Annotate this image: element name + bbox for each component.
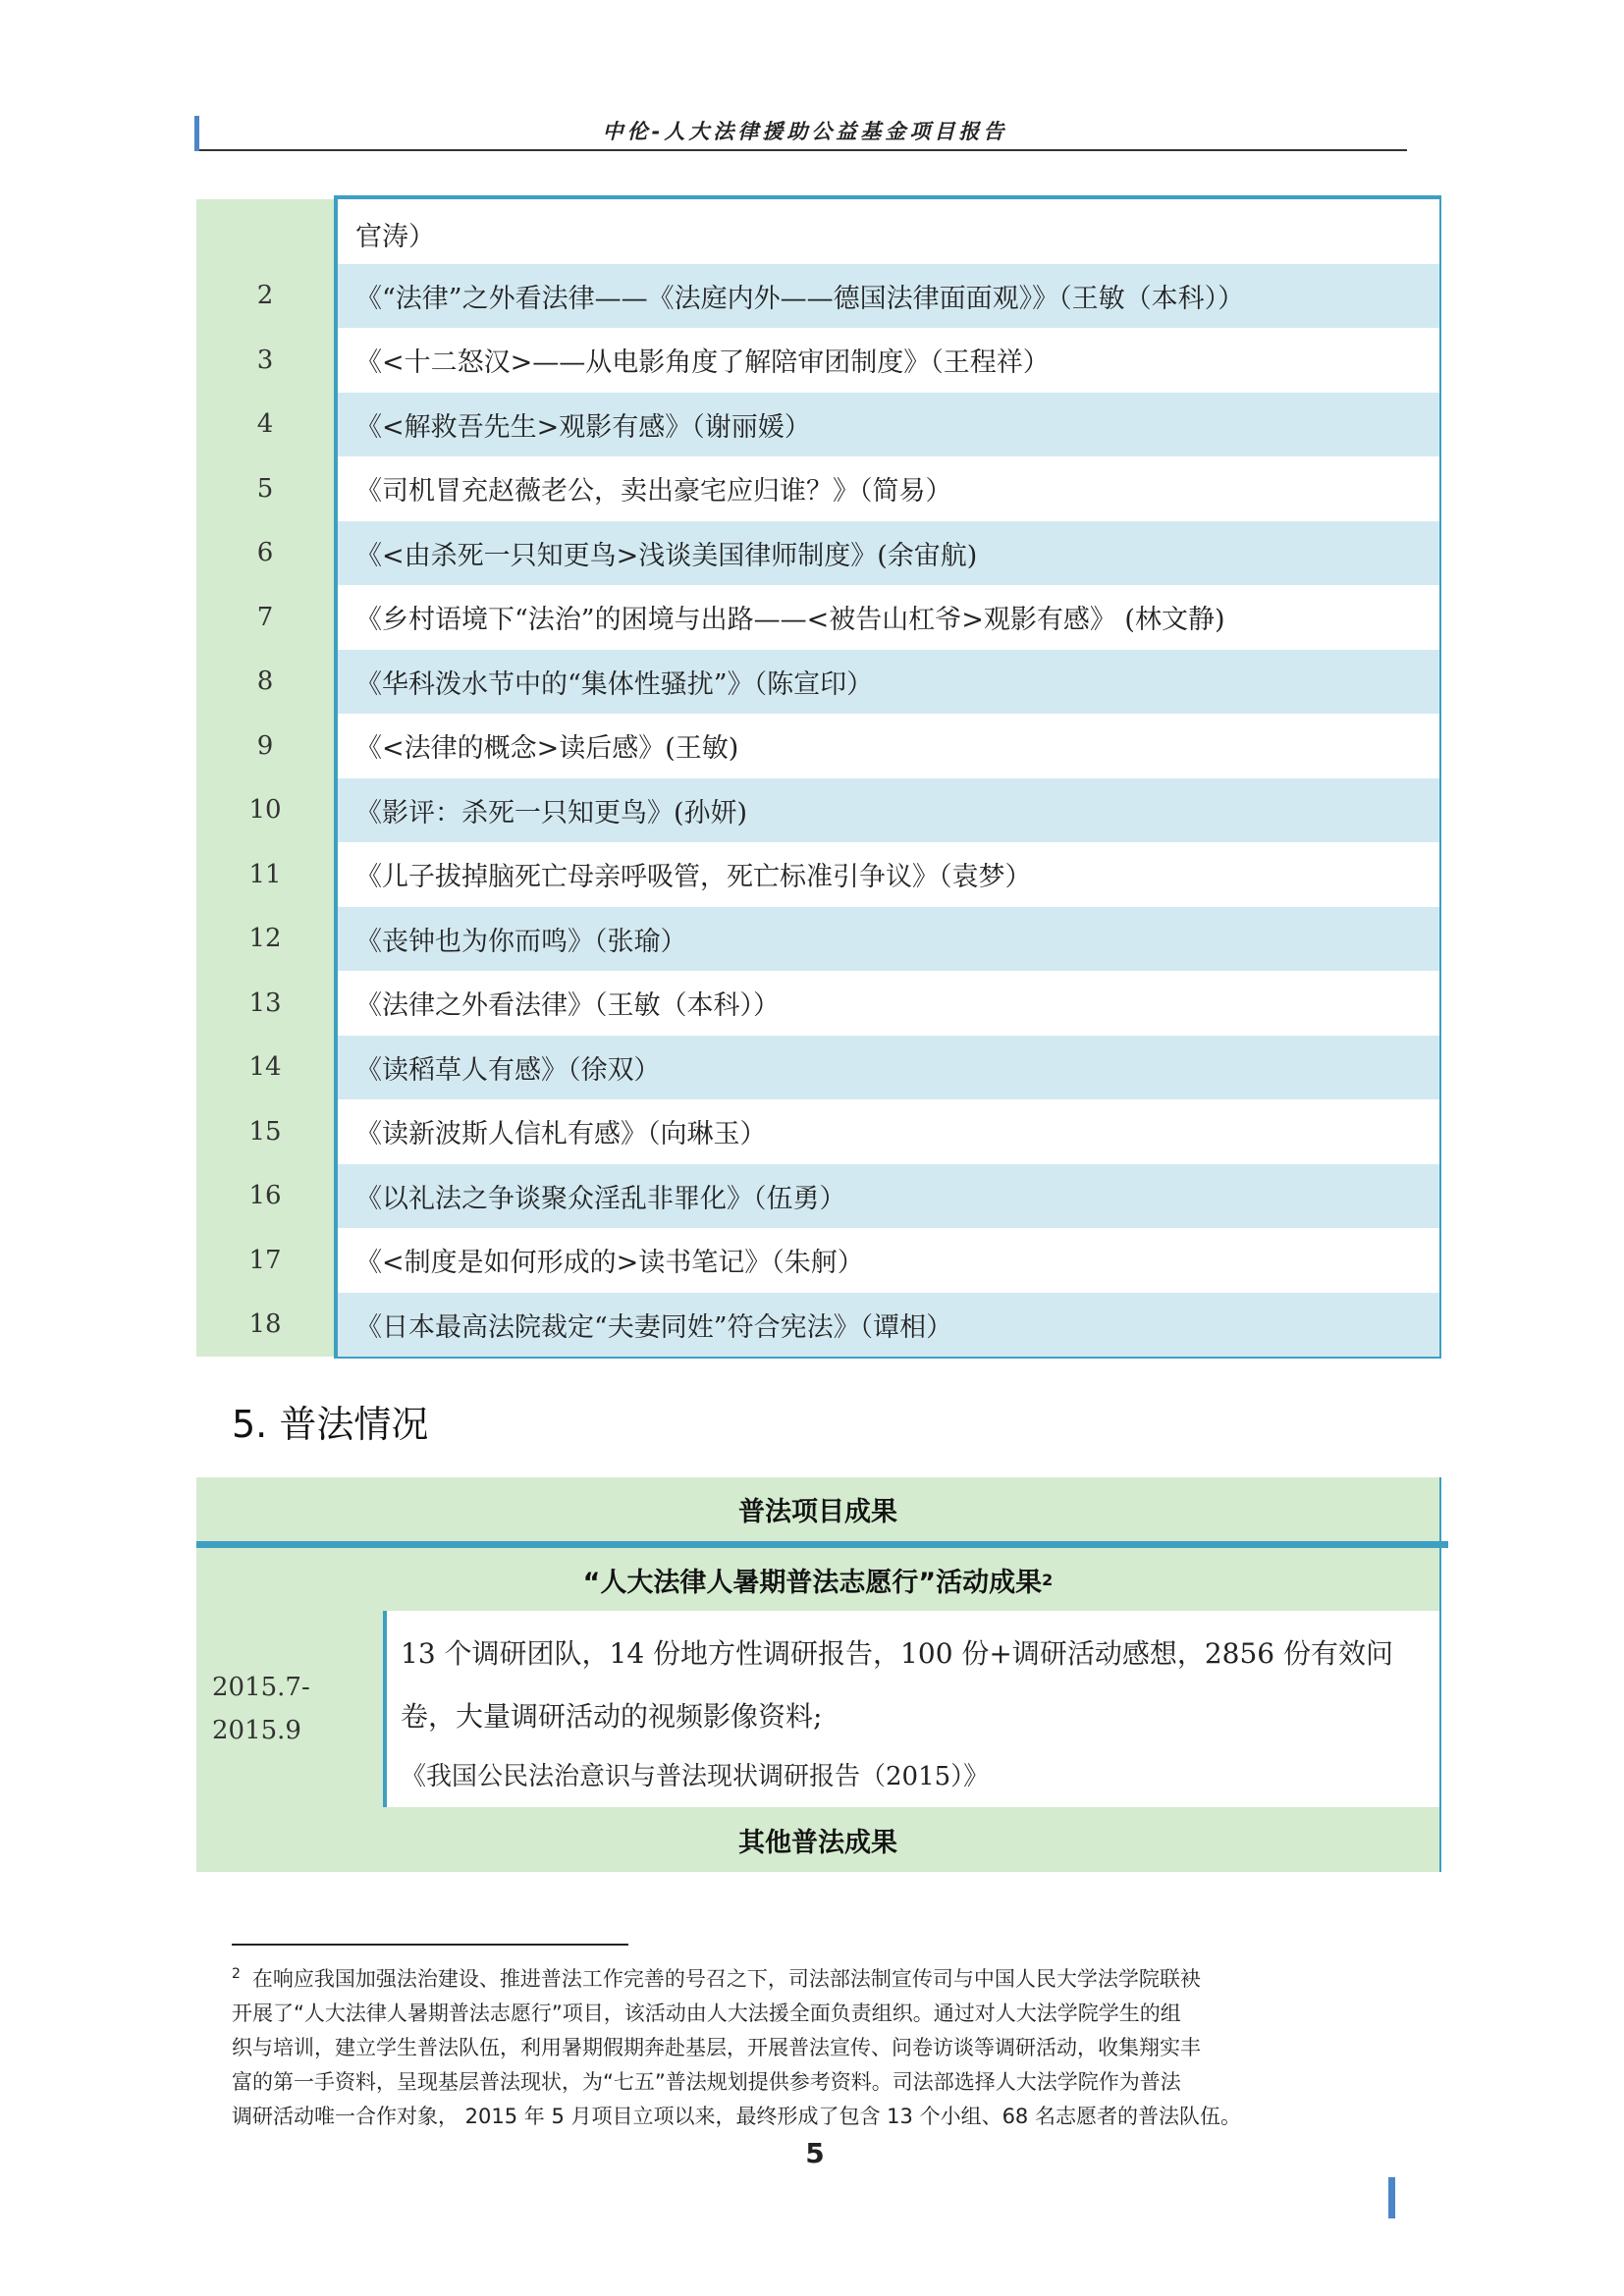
activity-results-cell <box>387 1611 1441 1807</box>
footnote-line-5: 调研活动唯一合作对象， 2015 年 5 月项目立项以来，最终形成了包含 13 个小组、68 名志愿者的普法队伍。 <box>232 2105 1241 2128</box>
row-number: 13 <box>196 971 334 1036</box>
footnote-line-2: 开展了“人大法律人暑期普法志愿行”项目，该活动由人大法援全面负责组织。通过对人大法学院学生的组 <box>232 2002 1181 2025</box>
outreach-activity-heading <box>196 1548 1441 1611</box>
header-rule <box>199 149 1407 151</box>
row-number: 14 <box>196 1036 334 1100</box>
row-number: 3 <box>196 328 334 393</box>
row-number: 18 <box>196 1293 334 1358</box>
article-title: 《华科泼水节中的“集体性骚扰”》（陈宣印） <box>338 650 1441 715</box>
article-title: 《读稻草人有感》（徐双） <box>338 1036 1441 1100</box>
section-heading: 5. 普法情况 <box>232 1403 429 1446</box>
table-row <box>196 1164 1441 1229</box>
row-number: 16 <box>196 1164 334 1229</box>
article-title: 《乡村语境下“法治”的困境与出路——<被告山杠爷>观影有感》 (林文静) <box>338 585 1441 650</box>
table-row <box>196 585 1441 650</box>
table-row <box>196 199 1441 264</box>
activity-heading-text: “人大法律人暑期普法志愿行”活动成果 <box>582 1567 1043 1598</box>
article-title: 《儿子拔掉脑死亡母亲呼吸管，死亡标准引争议》（袁梦） <box>338 842 1441 907</box>
table-row <box>196 328 1441 393</box>
footer-accent-bar <box>1388 2177 1395 2218</box>
row-number: 5 <box>196 456 334 521</box>
table-row <box>196 714 1441 778</box>
article-title: 《读新波斯人信札有感》（向琳玉） <box>338 1099 1441 1164</box>
article-title: 《<法律的概念>读后感》(王敏) <box>338 714 1441 778</box>
footnote-text-1: 在响应我国加强法治建设、推进普法工作完善的号召之下，司法部法制宣传司与中国人民大学法学院联袂 <box>251 1967 1201 1991</box>
row-number: 15 <box>196 1099 334 1164</box>
article-title: 《法律之外看法律》（王敏（本科）） <box>338 971 1441 1036</box>
article-title: 《以礼法之争谈聚众淫乱非罪化》（伍勇） <box>338 1164 1441 1229</box>
row-number: 6 <box>196 521 334 586</box>
running-header-title: 中伦-人大法律援助公益基金项目报告 <box>602 120 1008 143</box>
footnote-rule <box>232 1944 628 1946</box>
row-number: 2 <box>196 264 334 329</box>
articles-table-bottom-border <box>334 1357 1441 1359</box>
table-row <box>196 456 1441 521</box>
row-number: 8 <box>196 650 334 715</box>
article-title: 《<由杀死一只知更鸟>浅谈美国律师制度》(余宙航) <box>338 521 1441 586</box>
row-number <box>196 199 334 264</box>
table-row <box>196 521 1441 586</box>
page-number: 5 <box>805 2137 825 2169</box>
row-number: 9 <box>196 714 334 778</box>
outreach-table-header: 普法项目成果 <box>196 1477 1441 1541</box>
table-row <box>196 1099 1441 1164</box>
table-row <box>196 264 1441 329</box>
footnote-line-4: 富的第一手资料，呈现基层普法现状，为“七五”普法规划提供参考资料。司法部选择人大法学院作为普法 <box>232 2070 1181 2094</box>
article-title: 《<制度是如何形成的>读书笔记》（朱舸） <box>338 1228 1441 1293</box>
table-row <box>196 778 1441 843</box>
row-number: 12 <box>196 907 334 972</box>
articles-table <box>196 195 1441 1359</box>
table-row <box>196 393 1441 457</box>
article-title: 《丧钟也为你而鸣》（张瑜） <box>338 907 1441 972</box>
article-title: 《<十二怒汉>——从电影角度了解陪审团制度》（王程祥） <box>338 328 1441 393</box>
table-row <box>196 907 1441 972</box>
table-row <box>196 1293 1441 1358</box>
row-number: 17 <box>196 1228 334 1293</box>
outreach-activity-row <box>196 1611 1441 1807</box>
row-number: 11 <box>196 842 334 907</box>
outreach-results-table <box>196 1477 1441 1872</box>
other-outreach-heading: 其他普法成果 <box>196 1807 1441 1872</box>
article-title: 《日本最高法院裁定“夫妻同姓”符合宪法》（谭相） <box>338 1293 1441 1358</box>
activity-results-line-1: 13 个调研团队，14 份地方性调研报告，100 份+调研活动感想，2856 份有效问 <box>401 1637 1394 1670</box>
activity-date-start: 2015.7- <box>212 1673 310 1702</box>
activity-report-title: 《我国公民法治意识与普法现状调研报告（2015）》 <box>401 1762 990 1791</box>
table-row <box>196 650 1441 715</box>
activity-date-cell <box>196 1611 383 1807</box>
articles-table-body <box>196 199 1441 1357</box>
row-number: 4 <box>196 393 334 457</box>
article-title: 《影评：杀死一只知更鸟》(孙妍) <box>338 778 1441 843</box>
activity-date-end: 2015.9 <box>212 1716 301 1745</box>
row-number: 10 <box>196 778 334 843</box>
footnote <box>232 1957 1410 2134</box>
article-title: 《<解救吾先生>观影有感》（谢丽媛） <box>338 393 1441 457</box>
table-row <box>196 842 1441 907</box>
article-title: 《“法律”之外看法律——《法庭内外——德国法律面面观》》（王敏（本科）） <box>338 264 1441 329</box>
header-accent-bar <box>194 116 199 151</box>
footnote-ref-mark[interactable]: 2 <box>1042 1570 1054 1589</box>
table-row <box>196 971 1441 1036</box>
outreach-table-divider <box>196 1541 1448 1548</box>
table-row <box>196 1228 1441 1293</box>
activity-results-line-2: 卷，大量调研活动的视频影像资料; <box>401 1700 823 1733</box>
article-title: 官涛） <box>338 199 1441 264</box>
table-row <box>196 1036 1441 1100</box>
footnote-line-1 <box>232 1957 1410 1997</box>
row-number: 7 <box>196 585 334 650</box>
article-title: 《司机冒充赵薇老公，卖出豪宅应归谁？》（简易） <box>338 456 1441 521</box>
footnote-line-3: 织与培训，建立学生普法队伍，利用暑期假期奔赴基层，开展普法宣传、问卷访谈等调研活动，收集翔实丰 <box>232 2036 1201 2059</box>
footnote-mark: 2 <box>232 1966 241 1982</box>
